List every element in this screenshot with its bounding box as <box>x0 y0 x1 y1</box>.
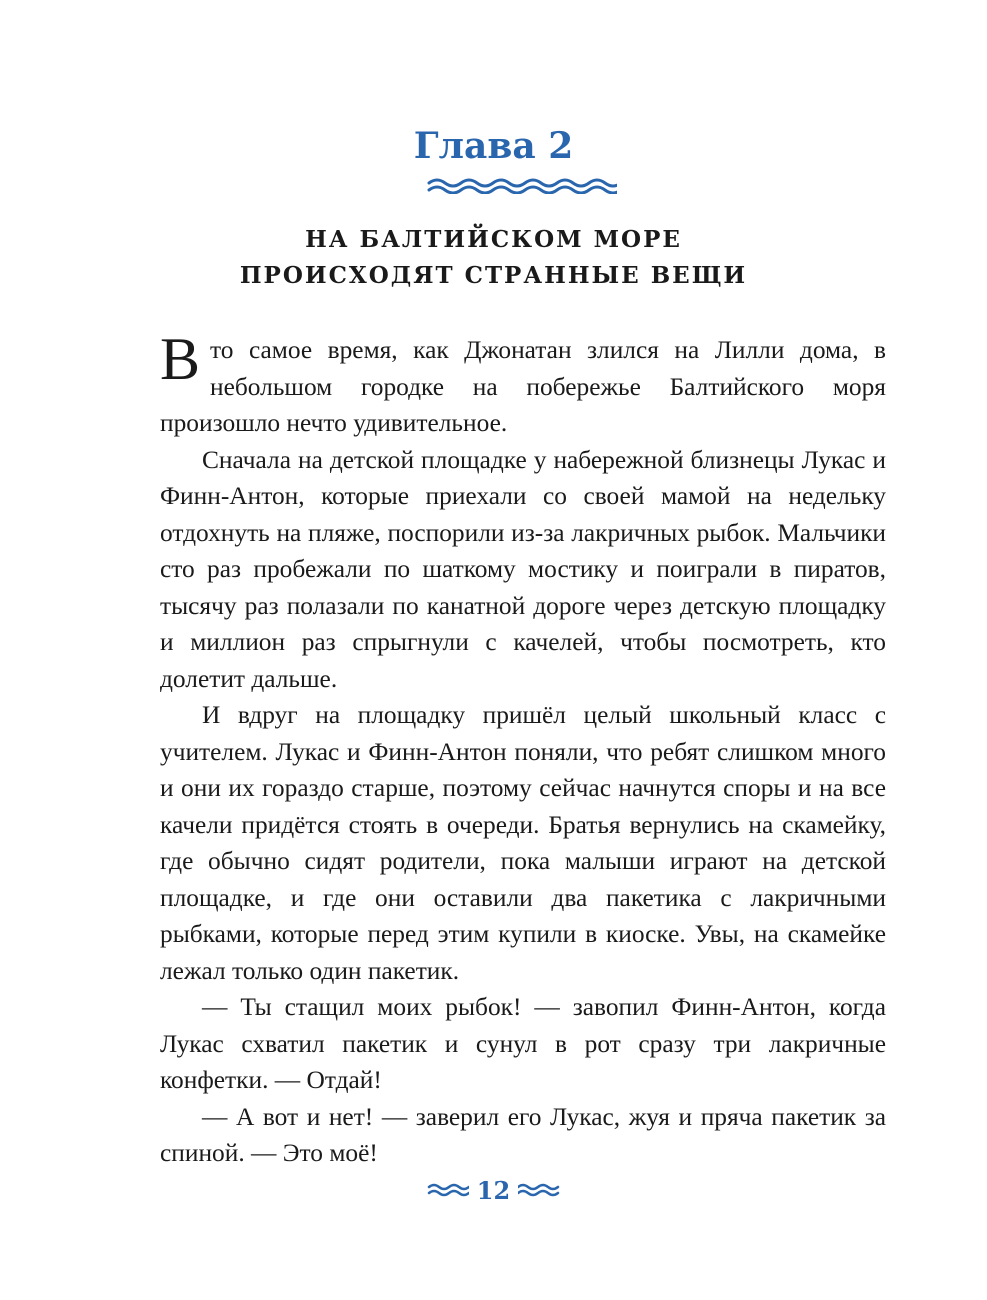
wave-ornament-icon <box>427 178 617 194</box>
wave-right-icon <box>518 1183 560 1197</box>
page-footer <box>0 1170 987 1210</box>
chapter-subtitle-line1: НА БАЛТИЙСКОМ МОРЕ <box>305 226 682 253</box>
chapter-subtitle-line2: ПРОИСХОДЯТ СТРАННЫЕ ВЕЩИ <box>239 262 748 289</box>
paragraph: — Ты стащил моих рыбок! — завопил Финн-Антон, когда Лукас схватил пакетик и сунул в рот сразу три лакричные конфетки. — Отдай! <box>160 993 886 1094</box>
paragraph: И вдруг на площадку пришёл целый школьный класс с учителем. Лукас и Финн-Антон поняли, что ребят слишком много и они их гораздо старше, поэтому сейчас начнутся споры и на все качели придётся стоять в очереди. Братья вернулись на скамейку, где обычно сидят родители, пока малыши играют на детской площадке, и где они оставили два пакетика с лакричными рыбками, которые перед этим купили в киоске. Увы, на скамейке лежал только один пакетик. <box>160 701 886 985</box>
wave-left-icon <box>427 1183 469 1197</box>
paragraph <box>160 326 886 442</box>
dropcap: В <box>160 326 201 392</box>
chapter-body <box>160 326 886 1172</box>
paragraph-text: то самое время, как Джонатан злился на Лилли дома, в небольшом городке на побережье Балтийского моря произошло нечто удивительное. <box>160 336 886 437</box>
paragraph: Сначала на детской площадке у набережной близнецы Лукас и Финн-Антон, которые приехали со своей мамой на недельку отдохнуть на пляже, поспорили из-за лакричных рыбок. Мальчики сто раз пробежали по шаткому мостику и поиграли в пиратов, тысячу раз полазали по канатной дороге через детскую площадку и миллион раз спрыгнули с качелей, чтобы посмотреть, кто долетит дальше. <box>160 445 886 693</box>
page-number: 12 <box>476 1175 511 1205</box>
chapter-title: Глава 2 <box>413 125 574 167</box>
paragraph: — А вот и нет! — заверил его Лукас, жуя и пряча пакетик за спиной. — Это моё! <box>160 1102 886 1167</box>
chapter-subtitle <box>0 222 987 294</box>
